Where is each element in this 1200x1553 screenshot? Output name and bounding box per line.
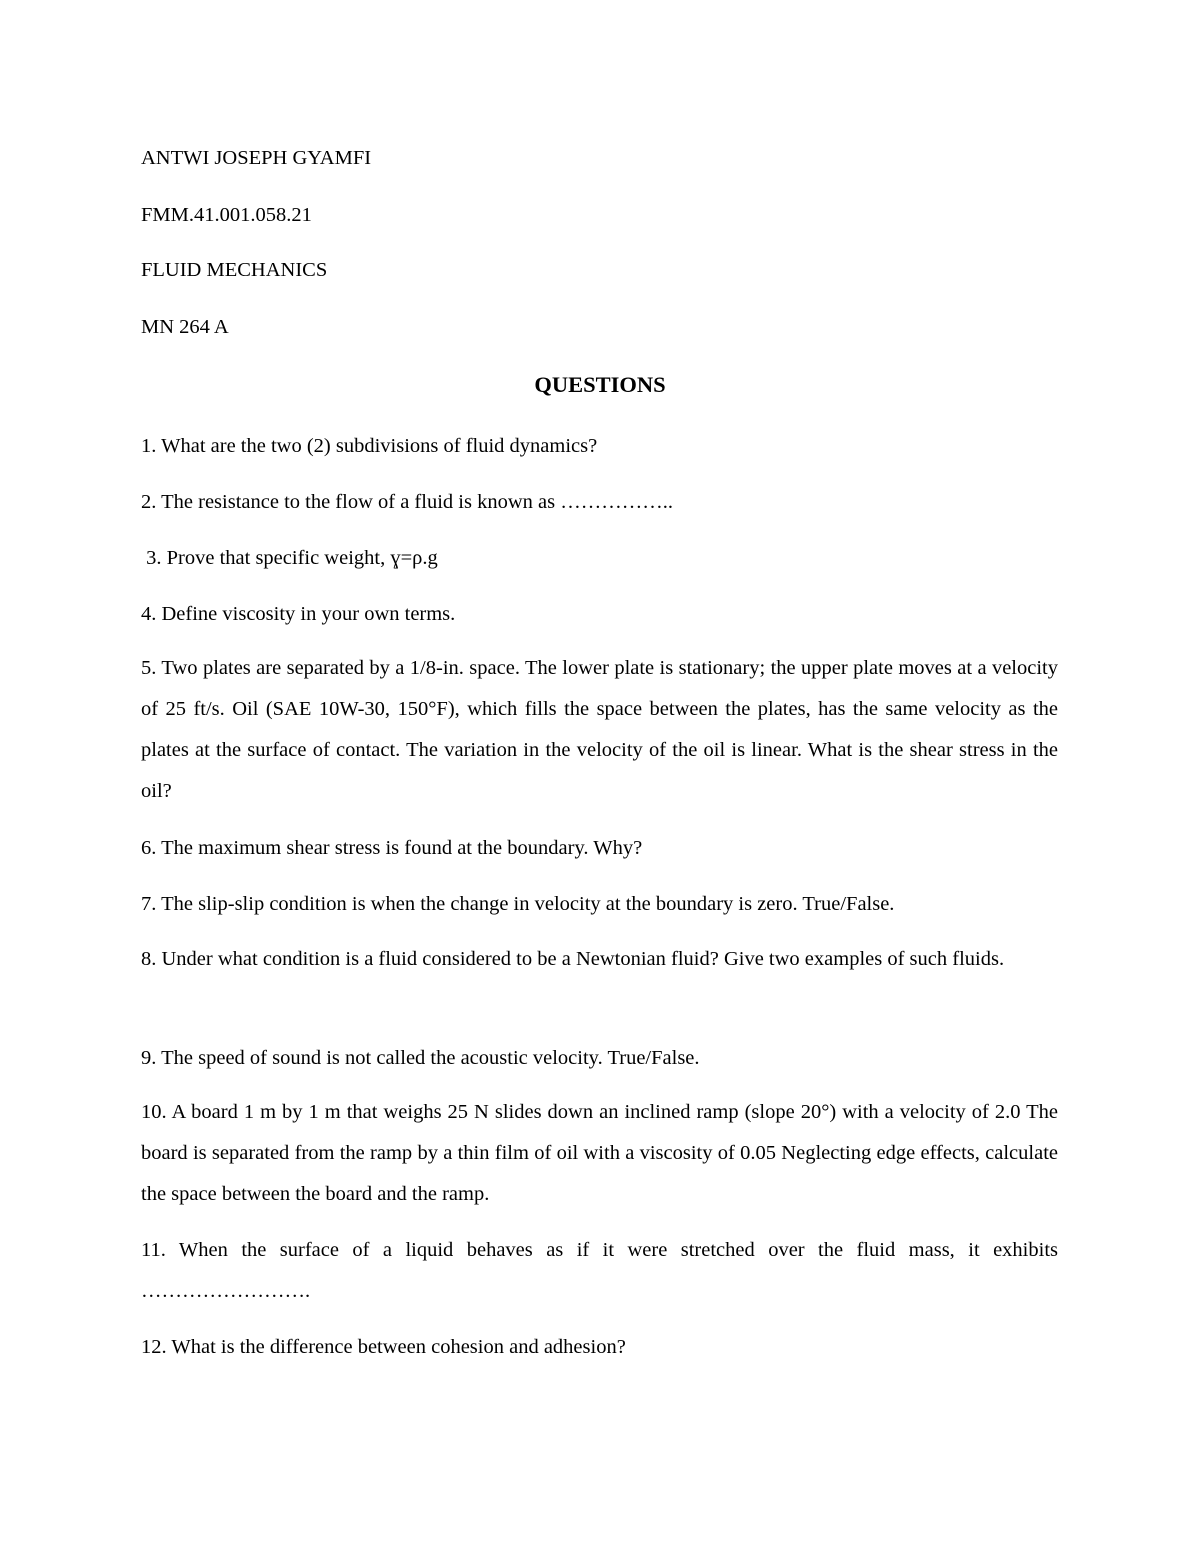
- question-1: 1. What are the two (2) subdivisions of fluid dynamics?: [141, 435, 598, 457]
- question-11: 11. When the surface of a liquid behaves as if it were stretched over the fluid mass, it exhibits …………………….: [141, 1239, 1058, 1302]
- course-code: MN 264 A: [141, 316, 229, 338]
- question-6: 6. The maximum shear stress is found at the boundary. Why?: [141, 837, 643, 859]
- question-4: 4. Define viscosity in your own terms.: [141, 603, 456, 625]
- question-5: 5. Two plates are separated by a 1/8-in. space. The lower plate is stationary; the upper plate moves at a velocity of 25 ft/s. Oil (SAE 10W-30, 150°F), which fills the space between the plates, has the same velocity as the plates at the surface of contact. The variation in the velocity of the oil is linear. What is the shear stress in the oil?: [141, 657, 1058, 802]
- question-9: 9. The speed of sound is not called the acoustic velocity. True/False.: [141, 1047, 700, 1069]
- question-7: 7. The slip-slip condition is when the change in velocity at the boundary is zero. True/False.: [141, 893, 895, 915]
- course-title: FLUID MECHANICS: [141, 259, 328, 281]
- student-name: ANTWI JOSEPH GYAMFI: [141, 147, 372, 169]
- question-10: 10. A board 1 m by 1 m that weighs 25 N slides down an inclined ramp (slope 20°) with a velocity of 2.0 The board is separated from the ramp by a thin film of oil with a viscosity of 0.05 Neglecting edge effects, calculate the space between the board and the ramp.: [141, 1101, 1058, 1205]
- student-id: FMM.41.001.058.21: [141, 204, 312, 226]
- questions-heading: QUESTIONS: [534, 372, 666, 397]
- question-2: 2. The resistance to the flow of a fluid is known as ……………..: [141, 491, 673, 513]
- question-3: 3. Prove that specific weight, ɣ=ρ.g: [141, 547, 438, 569]
- question-8: 8. Under what condition is a fluid considered to be a Newtonian fluid? Give two examples of such fluids.: [141, 948, 1005, 970]
- question-12: 12. What is the difference between cohesion and adhesion?: [141, 1336, 626, 1358]
